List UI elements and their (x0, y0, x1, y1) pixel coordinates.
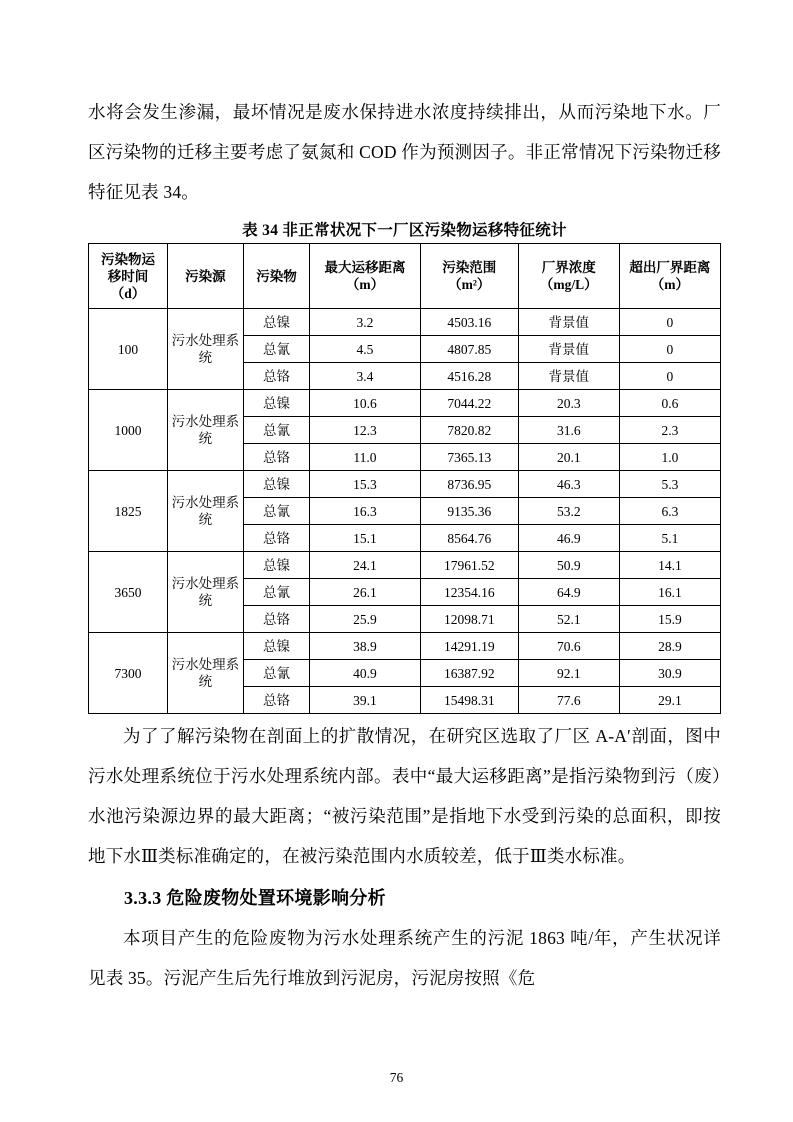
cell-boundary-conc: 52.1 (518, 606, 619, 633)
cell-boundary-conc: 53.2 (518, 498, 619, 525)
cell-max-distance: 26.1 (310, 579, 421, 606)
cell-area: 15498.31 (420, 687, 518, 714)
cell-area: 12354.16 (420, 579, 518, 606)
cell-max-distance: 38.9 (310, 633, 421, 660)
cell-beyond-distance: 15.9 (619, 606, 720, 633)
pollutant-migration-table (88, 243, 721, 714)
cell-pollutant: 总氰 (243, 579, 309, 606)
table-caption: 表 34 非正常状况下一厂区污染物运移特征统计 (242, 222, 567, 239)
cell-time: 1825 (89, 471, 168, 552)
cell-time: 7300 (89, 633, 168, 714)
column-header-max-distance (310, 244, 421, 309)
paragraph-explanation: 为了了解污染物在剖面上的扩散情况，在研究区选取了厂区 A-A′剖面，图中污水处理系统位于污水处理系统内部。表中“最大运移距离”是指污染物到污（废）水池污染源边界的最大距离；“被污染范围”是指地下水受到污染的总面积，即按地下水Ⅲ类标准确定的，在被污染范围内水质较差，低于Ⅲ类水标准。 (88, 726, 721, 866)
cell-beyond-distance: 16.1 (619, 579, 720, 606)
cell-beyond-distance: 6.3 (619, 498, 720, 525)
table-body (89, 309, 721, 714)
table-row (89, 471, 721, 498)
cell-max-distance: 15.3 (310, 471, 421, 498)
column-header-beyond-distance-line1: 超出厂界距离 (629, 260, 711, 275)
cell-boundary-conc: 92.1 (518, 660, 619, 687)
cell-area: 7044.22 (420, 390, 518, 417)
column-header-pollutant: 污染物 (243, 244, 309, 309)
cell-max-distance: 3.2 (310, 309, 421, 336)
cell-beyond-distance: 0 (619, 363, 720, 390)
cell-boundary-conc: 背景值 (518, 363, 619, 390)
cell-max-distance: 15.1 (310, 525, 421, 552)
cell-pollutant: 总铬 (243, 363, 309, 390)
column-header-area (420, 244, 518, 309)
column-header-source: 污染源 (168, 244, 244, 309)
page-number: 76 (389, 1070, 404, 1085)
cell-time: 1000 (89, 390, 168, 471)
table-row (89, 552, 721, 579)
cell-area: 9135.36 (420, 498, 518, 525)
cell-max-distance: 40.9 (310, 660, 421, 687)
cell-pollutant: 总铬 (243, 525, 309, 552)
cell-max-distance: 10.6 (310, 390, 421, 417)
cell-beyond-distance: 0 (619, 336, 720, 363)
cell-max-distance: 25.9 (310, 606, 421, 633)
table-section (88, 218, 721, 714)
cell-area: 4807.85 (420, 336, 518, 363)
cell-beyond-distance: 30.9 (619, 660, 720, 687)
column-header-boundary-conc-line2: （mg/L） (539, 277, 598, 292)
cell-max-distance: 16.3 (310, 498, 421, 525)
cell-beyond-distance: 1.0 (619, 444, 720, 471)
cell-beyond-distance: 5.3 (619, 471, 720, 498)
cell-area: 12098.71 (420, 606, 518, 633)
cell-beyond-distance: 2.3 (619, 417, 720, 444)
cell-area: 7820.82 (420, 417, 518, 444)
cell-pollutant: 总镍 (243, 390, 309, 417)
cell-source: 污水处理系统 (168, 309, 244, 390)
column-header-area-line1: 污染范围 (442, 260, 497, 275)
cell-max-distance: 3.4 (310, 363, 421, 390)
cell-source: 污水处理系统 (168, 471, 244, 552)
column-header-beyond-distance-line2: （m） (650, 277, 690, 292)
cell-boundary-conc: 46.3 (518, 471, 619, 498)
cell-area: 4503.16 (420, 309, 518, 336)
cell-area: 7365.13 (420, 444, 518, 471)
cell-boundary-conc: 31.6 (518, 417, 619, 444)
cell-area: 8736.95 (420, 471, 518, 498)
cell-boundary-conc: 背景值 (518, 309, 619, 336)
cell-pollutant: 总镍 (243, 309, 309, 336)
cell-time: 3650 (89, 552, 168, 633)
cell-pollutant: 总铬 (243, 606, 309, 633)
table-row (89, 309, 721, 336)
column-header-time-line2: 移时间 (107, 268, 149, 284)
cell-area: 4516.28 (420, 363, 518, 390)
cell-max-distance: 24.1 (310, 552, 421, 579)
cell-beyond-distance: 0.6 (619, 390, 720, 417)
column-header-beyond-distance (619, 244, 720, 309)
cell-max-distance: 12.3 (310, 417, 421, 444)
cell-boundary-conc: 70.6 (518, 633, 619, 660)
paragraph-intro: 水将会发生渗漏，最坏情况是废水保持进水浓度持续排出，从而污染地下水。厂区污染物的迁移主要考虑了氨氮和 COD 作为预测因子。非正常情况下污染物迁移特征见表 34。 (88, 102, 721, 202)
cell-pollutant: 总铬 (243, 687, 309, 714)
cell-beyond-distance: 28.9 (619, 633, 720, 660)
column-header-area-line2: （m²） (448, 277, 491, 292)
column-header-boundary-conc (518, 244, 619, 309)
cell-area: 16387.92 (420, 660, 518, 687)
table-header-row (89, 244, 721, 309)
cell-max-distance: 11.0 (310, 444, 421, 471)
cell-boundary-conc: 20.3 (518, 390, 619, 417)
cell-beyond-distance: 5.1 (619, 525, 720, 552)
cell-boundary-conc: 50.9 (518, 552, 619, 579)
cell-source: 污水处理系统 (168, 552, 244, 633)
column-header-boundary-conc-line1: 厂界浓度 (541, 260, 596, 275)
section-heading-3-3-3: 3.3.3 危险废物处置环境影响分析 (124, 888, 386, 908)
column-header-time-line3: （d） (110, 285, 146, 301)
cell-boundary-conc: 46.9 (518, 525, 619, 552)
cell-pollutant: 总镍 (243, 552, 309, 579)
cell-pollutant: 总氰 (243, 417, 309, 444)
cell-area: 14291.19 (420, 633, 518, 660)
cell-pollutant: 总氰 (243, 336, 309, 363)
cell-area: 17961.52 (420, 552, 518, 579)
cell-source: 污水处理系统 (168, 390, 244, 471)
column-header-max-distance-line1: 最大运移距离 (324, 260, 406, 275)
cell-beyond-distance: 0 (619, 309, 720, 336)
cell-beyond-distance: 14.1 (619, 552, 720, 579)
cell-boundary-conc: 背景值 (518, 336, 619, 363)
cell-pollutant: 总氰 (243, 660, 309, 687)
table-row (89, 633, 721, 660)
cell-time: 100 (89, 309, 168, 390)
cell-max-distance: 39.1 (310, 687, 421, 714)
cell-beyond-distance: 29.1 (619, 687, 720, 714)
column-header-max-distance-line2: （m） (345, 277, 385, 292)
table-row (89, 390, 721, 417)
column-header-time-line1: 污染物运 (101, 251, 155, 267)
cell-source: 污水处理系统 (168, 633, 244, 714)
cell-pollutant: 总镍 (243, 471, 309, 498)
cell-pollutant: 总氰 (243, 498, 309, 525)
cell-pollutant: 总镍 (243, 633, 309, 660)
paragraph-hazardous-waste: 本项目产生的危险废物为污水处理系统产生的污泥 1863 吨/年，产生状况详见表 35。污泥产生后先行堆放到污泥房，污泥房按照《危 (88, 928, 721, 988)
cell-boundary-conc: 64.9 (518, 579, 619, 606)
cell-pollutant: 总铬 (243, 444, 309, 471)
cell-area: 8564.76 (420, 525, 518, 552)
cell-max-distance: 4.5 (310, 336, 421, 363)
column-header-time (89, 244, 168, 309)
cell-boundary-conc: 77.6 (518, 687, 619, 714)
cell-boundary-conc: 20.1 (518, 444, 619, 471)
